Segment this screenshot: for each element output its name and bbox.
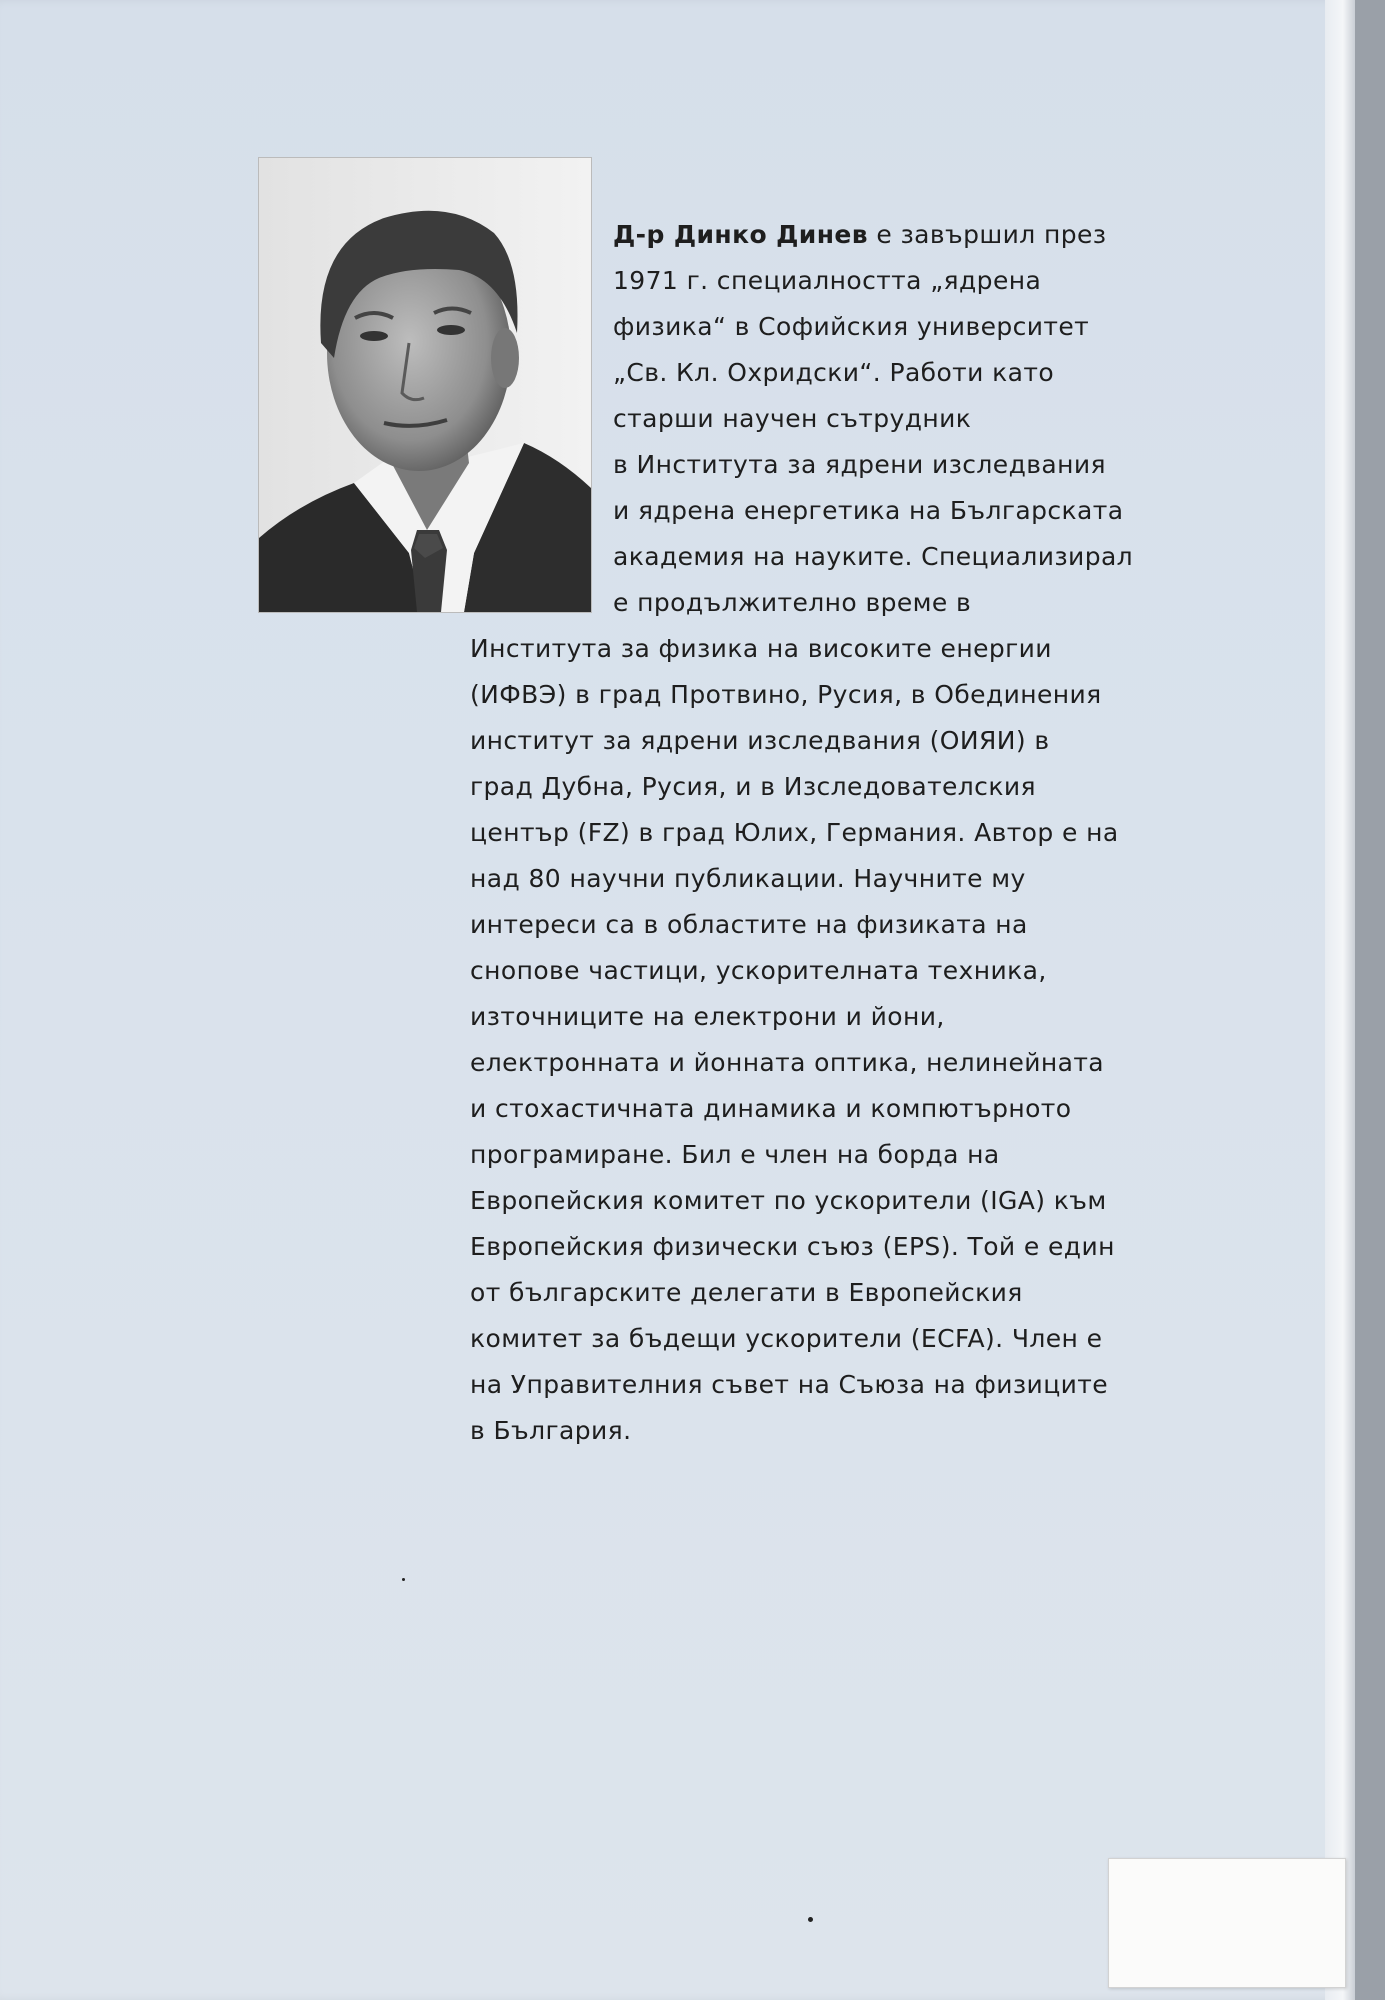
bio-line: на Управителния съвет на Съюза на физиците [470,1370,1109,1399]
bio-line: източниците на електрони и йони, [470,1002,945,1031]
price-sticker [1108,1858,1346,1988]
bio-line: „Св. Кл. Охридски“. Работи като [613,358,1055,387]
speck-mark [402,1578,405,1581]
bio-line: 1971 г. специалността „ядрена [613,266,1042,295]
bio-line: Европейския физически съюз (EPS). Той е един [470,1232,1115,1261]
speck-mark [808,1917,813,1922]
bio-line: физика“ в Софийския университет [613,312,1090,341]
bio-line: институт за ядрени изследвания (ОИЯИ) в [470,726,1050,755]
bio-line: старши научен сътрудник [613,404,972,433]
bio-line: програмиране. Бил е член на борда на [470,1140,1000,1169]
bio-line: и стохастичната динамика и компютърното [470,1094,1072,1123]
author-name: Д-р Динко Динев [613,220,868,249]
bio-line: академия на науките. Специализирал [613,542,1134,571]
bio-line: е продължително време в [613,588,972,617]
bio-line: в България. [470,1416,632,1445]
bio-line: снопове частици, ускорителната техника, [470,956,1047,985]
bio-line: и ядрена енергетика на Българската [613,496,1124,525]
author-biography [470,212,1190,1454]
page-edge [1325,0,1355,2000]
bio-line: комитет за бъдещи ускорители (ECFA). Член е [470,1324,1103,1353]
bio-line: град Дубна, Русия, и в Изследователския [470,772,1036,801]
bio-line: център (FZ) в град Юлих, Германия. Автор е на [470,818,1119,847]
bio-line-text: е завършил през [867,220,1107,249]
bio-line: електронната и йонната оптика, нелинейната [470,1048,1105,1077]
bio-line: над 80 научни публикации. Научните му [470,864,1026,893]
bio-line: Института за физика на високите енергии [470,634,1052,663]
bio-line: от българските делегати в Европейския [470,1278,1023,1307]
bio-line [470,212,1190,258]
bio-line: интереси са в областите на физиката на [470,910,1028,939]
bio-line: Европейския комитет по ускорители (IGA) към [470,1186,1107,1215]
bio-line: (ИФВЭ) в град Протвино, Русия, в Обединения [470,680,1102,709]
bio-line: в Института за ядрени изследвания [613,450,1106,479]
